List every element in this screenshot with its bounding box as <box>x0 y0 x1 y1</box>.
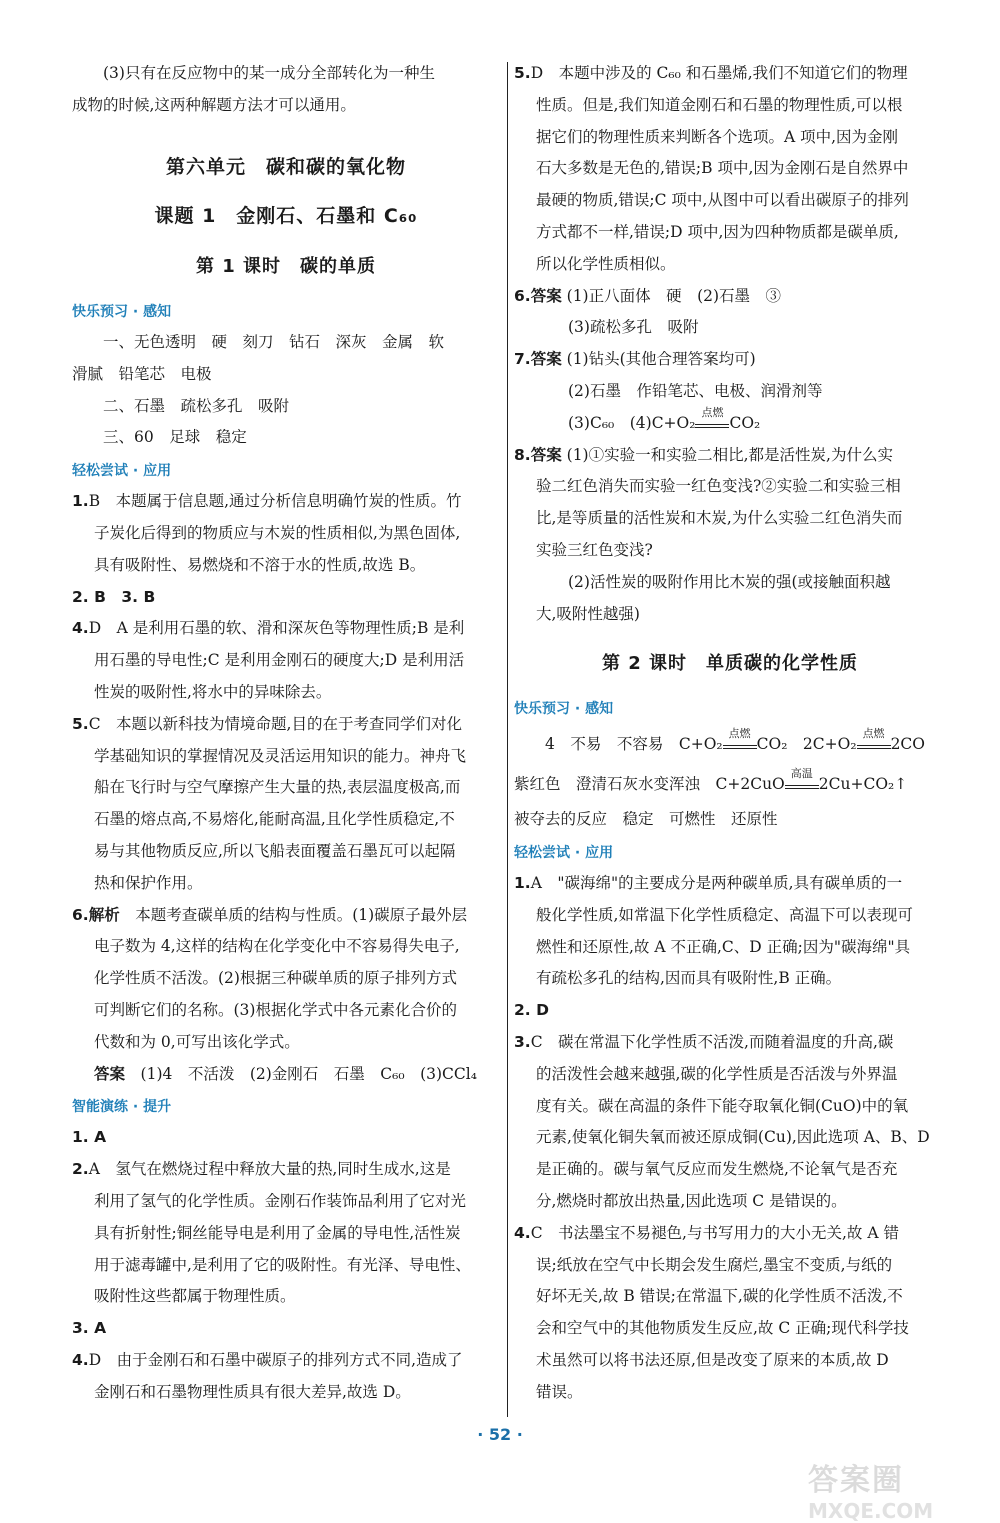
column-divider <box>507 62 508 1417</box>
answer-label: 答案 <box>530 286 562 305</box>
answer-text: C 本题以新科技为情境命题,目的在于考查同学们对化 <box>88 714 462 733</box>
intro-line-1: (3)只有在反应物中的某一成分全部转化为一种生 <box>103 64 435 82</box>
answer-text: (1)①实验一和实验二相比,都是活性炭,为什么实 <box>566 445 893 464</box>
answer-text: A 氢气在燃烧过程中释放大量的热,同时生成水,这是 <box>88 1160 451 1179</box>
answer-text: 本题考查碳单质的结构与性质。(1)碳原子最外层 <box>135 905 468 924</box>
answer-6-cont: 电子数为 4,这样的结构在化学变化中不容易得失电子, <box>94 937 460 956</box>
answer-4 <box>514 1218 946 1250</box>
answer-6-cont: 可判断它们的名称。(3)根据化学式中各元素化合价的 <box>94 1000 457 1019</box>
answer-5-cont: 方式都不一样,错误;D 项中,因为四种物质都是碳单质, <box>536 222 899 241</box>
answer-3 <box>514 1027 946 1059</box>
preview-item-2: 二、石墨 疏松多孔 吸附 <box>103 396 290 415</box>
answer-4-cont: 性炭的吸附性,将水中的异味除去。 <box>94 682 332 701</box>
reaction-arrow <box>723 727 757 749</box>
answer-text: D 本题中涉及的 C₆₀ 和石墨烯,我们不知道它们的物理 <box>530 64 908 82</box>
answer-5-cont: 据它们的物理性质来判断各个选项。A 项中,因为金刚 <box>536 127 899 146</box>
answer-4-cont: 错误。 <box>536 1382 583 1401</box>
answer-4 <box>72 613 500 645</box>
skill-answer-1: 1. A <box>72 1128 107 1147</box>
period-2-title: 第 2 课时 单质碳的化学性质 <box>601 653 859 675</box>
answer-label: 答案 <box>94 1064 126 1083</box>
answer-number: 5. <box>72 714 89 733</box>
page-number: · 52 · <box>477 1425 523 1444</box>
answer-1 <box>514 868 946 900</box>
section-skill-heading: 智能演练 · 提升 <box>72 1099 172 1116</box>
equation-right: 2Cu+CO₂↑ <box>818 775 908 794</box>
answer-4-cont: 术虽然可以将书法还原,但是改变了原来的本质,故 D <box>536 1350 889 1369</box>
watermark-logo <box>808 1455 978 1523</box>
reaction-condition: 点燃 <box>862 727 885 741</box>
preview-item-1a: 一、无色透明 硬 刻刀 钻石 深灰 金属 软 <box>103 332 445 351</box>
answer-4-cont: 用石墨的导电性;C 是利用金刚石的硬度大;D 是利用活 <box>94 651 465 670</box>
right-column <box>514 58 946 1408</box>
answer-5-cont: 石墨的熔点高,不易熔化,能耐高温,且化学性质稳定,不 <box>94 810 455 829</box>
equation-left: (3)C₆₀ (4)C+O₂ <box>568 413 696 432</box>
answer-5-cont: 石大多数是无色的,错误;B 项中,因为金刚石是自然界中 <box>536 159 909 178</box>
answer-1-cont: 燃性和还原性,故 A 不正确,C、D 正确;因为"碳海绵"具 <box>536 937 911 956</box>
skill-answer-4 <box>72 1345 500 1377</box>
answer-8-cont: 大,吸附性越强) <box>536 604 640 623</box>
answer-3-cont: 度有关。碳在高温的条件下能夺取氧化铜(CuO)中的氧 <box>536 1096 909 1115</box>
answer-text: D A 是利用石墨的软、滑和深灰色等物理性质;B 是利 <box>88 619 465 638</box>
equation-right: 2CO <box>890 735 925 754</box>
reaction-condition: 高温 <box>790 767 813 781</box>
answer-4-cont: 误;纸放在空气中长期会发生腐烂,墨宝不变质,与纸的 <box>536 1255 893 1274</box>
answer-2-3: 2. B 3. B <box>72 587 156 606</box>
answer-text: (1)4 不活泼 (2)金刚石 石墨 C₆₀ (3)CCl₄ <box>140 1064 477 1083</box>
answer-4-cont: 会和空气中的其他物质发生反应,故 C 正确;现代科学技 <box>536 1319 909 1338</box>
section-try-heading: 轻松尝试 · 应用 <box>72 463 172 480</box>
answer-number: 4. <box>72 619 89 638</box>
reaction-arrow <box>857 727 891 749</box>
left-column <box>72 58 500 1408</box>
skill-answer-4-cont: 金刚石和石墨物理性质具有很大差异,故选 D。 <box>94 1382 411 1401</box>
answer-3-cont: 的活泼性会越来越强,碳的化学性质是否活泼与外界温 <box>536 1064 898 1083</box>
answer-number: 4. <box>514 1223 531 1242</box>
skill-answer-2 <box>72 1154 500 1186</box>
answer-8-cont: 验二红色消失而实验一红色变浅?②实验二和实验三相 <box>536 477 901 496</box>
answer-7-equation <box>514 405 946 440</box>
answer-number: 2. <box>72 1160 89 1179</box>
reaction-condition: 点燃 <box>701 405 724 419</box>
reaction-condition: 点燃 <box>728 727 751 741</box>
answer-1 <box>72 486 500 518</box>
answer-2: 2. D <box>514 1001 549 1020</box>
answer-3-cont: 是正确的。碳与氧气反应而发生燃烧,不论氧气是否充 <box>536 1160 898 1179</box>
answer-label: 答案 <box>530 445 562 464</box>
answer-3-cont: 元素,使氧化铜失氧而被还原成铜(Cu),因此选项 A、B、D <box>536 1128 930 1147</box>
answer-6-cont: 化学性质不活泼。(2)根据三种碳单质的原子排列方式 <box>94 969 457 988</box>
answer-text: D 由于金刚石和石墨中碳原子的排列方式不同,造成了 <box>88 1350 463 1369</box>
answer-number: 1. <box>514 873 531 892</box>
answer-text: (1)正八面体 硬 (2)石墨 ③ <box>566 286 782 305</box>
answer-label: 答案 <box>530 350 562 369</box>
answer-3-cont: 分,燃烧时都放出热量,因此选项 C 是错误的。 <box>536 1191 847 1210</box>
preview-line-3: 被夺去的反应 稳定 可燃性 还原性 <box>514 810 778 829</box>
answer-number: 8. <box>514 445 531 464</box>
answer-number: 6. <box>72 905 89 924</box>
answer-6-final <box>72 1059 500 1091</box>
equation-right: CO₂ <box>729 413 761 432</box>
answer-8-cont: (2)活性炭的吸附作用比木炭的强(或接触面积越 <box>568 572 891 591</box>
reaction-arrow <box>695 405 729 428</box>
skill-answer-3: 3. A <box>72 1319 107 1338</box>
answer-6 <box>514 281 946 313</box>
answer-1-cont: 般化学性质,如常温下化学性质稳定、高温下可以表现可 <box>536 905 913 924</box>
answer-1-cont: 具有吸附性、易燃烧和不溶于水的性质,故选 B。 <box>94 555 426 574</box>
skill-answer-2-cont: 具有折射性;铜丝能导电是利用了金属的导电性,活性炭 <box>94 1223 461 1242</box>
answer-text: (1)钻头(其他合理答案均可) <box>566 350 756 369</box>
answer-5-cont: 热和保护作用。 <box>94 873 203 892</box>
skill-answer-2-cont: 利用了氢气的化学性质。金刚石作装饰品利用了它对光 <box>94 1191 467 1210</box>
equation-left: 紫红色 澄清石灰水变浑浊 C+2CuO <box>514 775 785 794</box>
equation-left: 4 不易 不容易 C+O₂ <box>545 735 723 754</box>
answer-number: 5. <box>514 64 531 82</box>
unit-title: 第六单元 碳和碳的氧化物 <box>165 155 406 178</box>
answer-6-cont: (3)疏松多孔 吸附 <box>568 318 699 337</box>
section-try-heading: 轻松尝试 · 应用 <box>514 844 614 861</box>
answer-7-cont: (2)石墨 作铅笔芯、电极、润滑剂等 <box>568 381 823 400</box>
answer-number: 4. <box>72 1350 89 1369</box>
answer-5-cont: 易与其他物质反应,所以飞船表面覆盖石墨瓦可以起隔 <box>94 841 456 860</box>
intro-line-2: 成物的时候,这两种解题方法才可以通用。 <box>72 95 356 114</box>
answer-number: 3. <box>514 1032 531 1051</box>
preview-item-3: 三、60 足球 稳定 <box>103 428 247 447</box>
answer-8 <box>514 440 946 472</box>
answer-text: C 书法墨宝不易褪色,与书写用力的大小无关,故 A 错 <box>530 1223 899 1242</box>
answer-6-cont: 代数和为 0,可写出该化学式。 <box>94 1032 300 1051</box>
equation-middle: CO₂ 2C+O₂ <box>756 735 857 754</box>
answer-text: A "碳海绵"的主要成分是两种碳单质,具有碳单质的一 <box>530 873 903 892</box>
section-preview-heading: 快乐预习 · 感知 <box>514 701 614 718</box>
skill-answer-2-cont: 用于滤毒罐中,是利用了它的吸附性。有光泽、导电性、 <box>94 1255 471 1274</box>
answer-5-cont: 性质。但是,我们知道金刚石和石墨的物理性质,可以根 <box>536 95 903 114</box>
preview-line-2 <box>514 764 946 804</box>
skill-answer-2-cont: 吸附性这些都属于物理性质。 <box>94 1287 296 1306</box>
watermark-logo-text: 答案圈 <box>808 1463 904 1498</box>
answer-4-cont: 好坏无关,故 B 错误;在常温下,碳的化学性质不活泼,不 <box>536 1287 903 1306</box>
watermark-url: MXQE.COM <box>808 1499 934 1523</box>
period-1-title: 第 1 课时 碳的单质 <box>195 256 377 278</box>
answer-5-cont: 所以化学性质相似。 <box>536 254 676 273</box>
answer-7 <box>514 344 946 376</box>
answer-number: 7. <box>514 350 531 369</box>
answer-1-cont: 子炭化后得到的物质应与木炭的性质相似,为黑色固体, <box>94 523 461 542</box>
preview-item-1b: 滑腻 铅笔芯 电极 <box>72 364 212 383</box>
answer-5-cont: 学基础知识的掌握情况及灵活运用知识的能力。神舟飞 <box>94 746 467 765</box>
answer-number: 6. <box>514 286 531 305</box>
answer-8-cont: 实验三红色变浅? <box>536 540 653 559</box>
answer-text: B 本题属于信息题,通过分析信息明确竹炭的性质。竹 <box>88 492 462 511</box>
analysis-label: 解析 <box>88 905 120 924</box>
lesson-title: 课题 1 金刚石、石墨和 C₆₀ <box>154 205 418 228</box>
answer-1-cont: 有疏松多孔的结构,因而具有吸附性,B 正确。 <box>536 969 842 988</box>
answer-8-cont: 比,是等质量的活性炭和木炭,为什么实验二红色消失而 <box>536 509 903 528</box>
answer-text: C 碳在常温下化学性质不活泼,而随着温度的升高,碳 <box>530 1032 894 1051</box>
section-preview-heading: 快乐预习 · 感知 <box>72 303 172 320</box>
preview-line-1 <box>514 724 946 764</box>
answer-5-cont: 最硬的物质,错误;C 项中,从图中可以看出碳原子的排列 <box>536 191 909 210</box>
answer-number: 1. <box>72 492 89 511</box>
reaction-arrow <box>785 767 819 789</box>
answer-5 <box>514 58 946 90</box>
answer-6 <box>72 900 500 932</box>
answer-5 <box>72 709 500 741</box>
answer-5-cont: 船在飞行时与空气摩擦产生大量的热,表层温度极高,而 <box>94 778 461 797</box>
